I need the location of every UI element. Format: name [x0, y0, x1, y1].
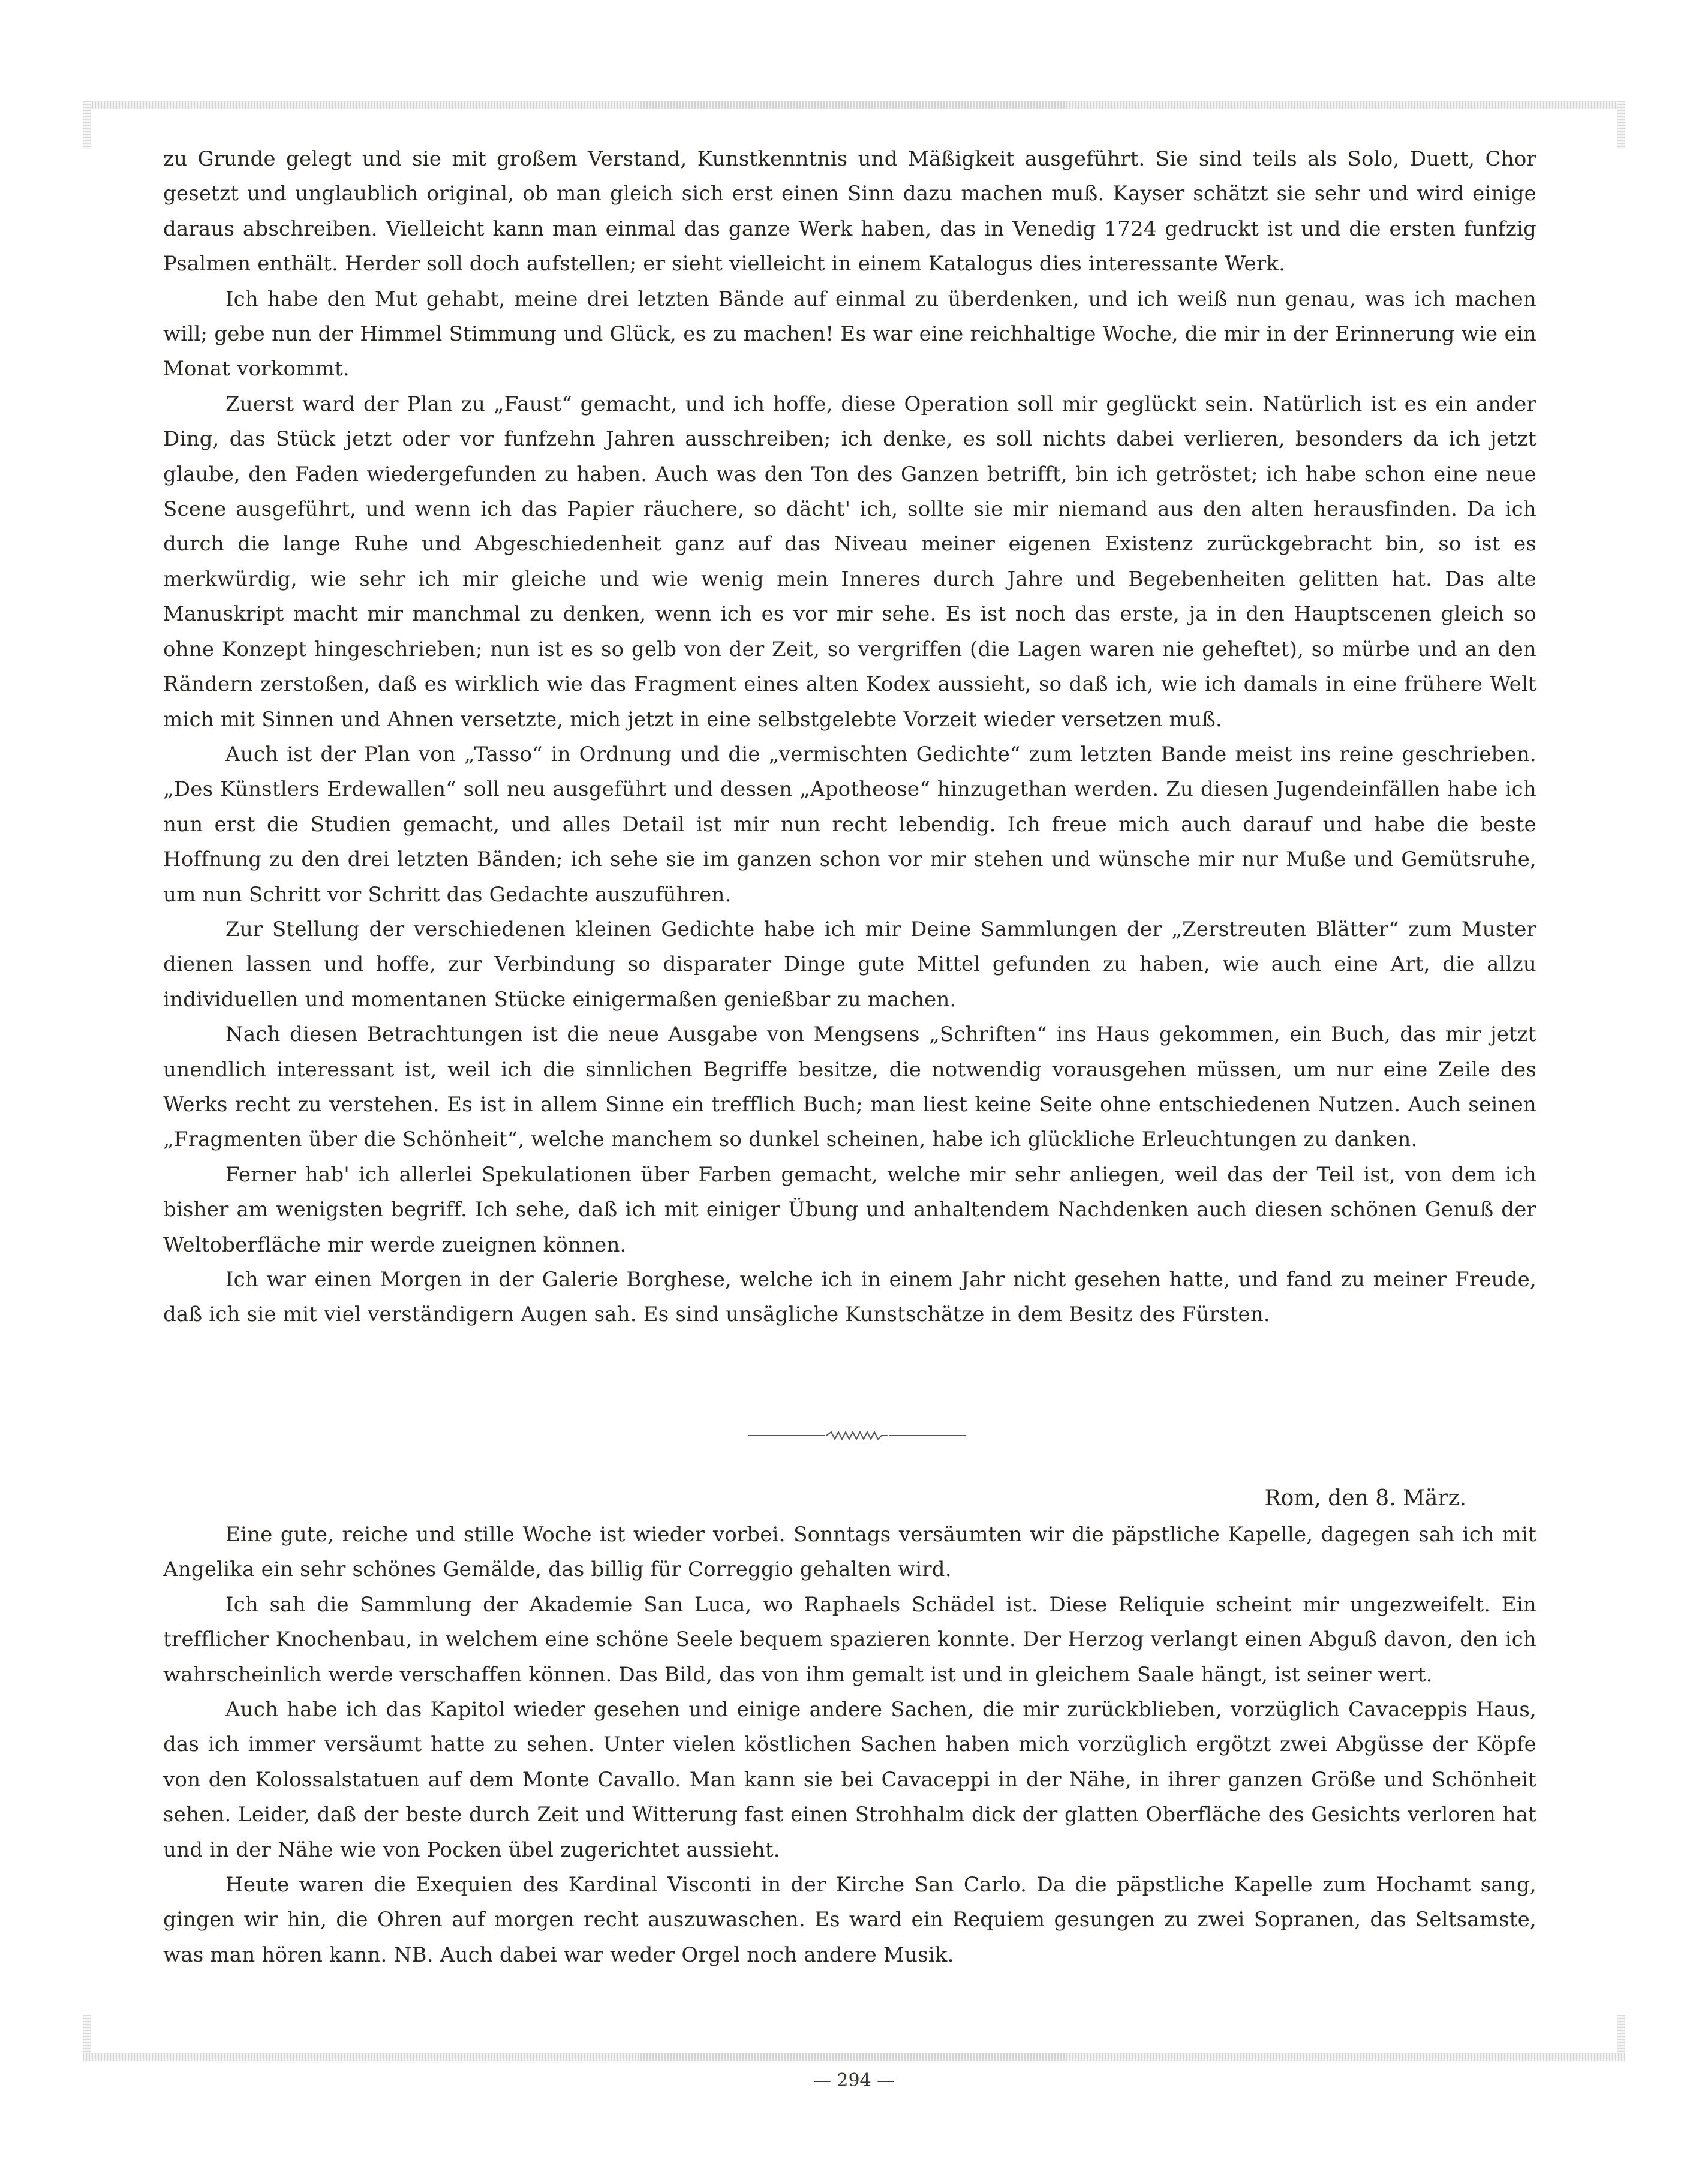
paragraph: Zur Stellung der verschiedenen kleinen Gedichte habe ich mir Deine Sammlungen der „Zerstreuten Blätter“ zum Muster dienen lassen und hoffe, zur Verbindung so disparater Dinge gute Mittel gefunden zu haben, wie auch eine Art, die allzu individuellen und momentanen Stücke einigermaßen genießbar zu machen. [163, 917, 1536, 1012]
paragraph: zu Grunde gelegt und sie mit großem Verstand, Kunstkenntnis und Mäßigkeit ausgeführt. Sie sind teils als Solo, Duett, Chor gesetzt und unglaublich original, ob man gleich sich erst einen Sinn dazu machen muß. Kayser schätzt sie sehr und wird einige daraus abschreiben. Vielleicht kann man einmal das ganze Werk haben, das in Venedig 1724 gedruckt ist und die ersten funfzig Psalmen enthält. Herder soll doch aufstellen; er sieht vielleicht in einem Katalogus dies interessante Werk. [163, 147, 1536, 276]
top-border-rule [83, 101, 1625, 109]
letter-continuation [163, 142, 1536, 1332]
paragraph: Ich sah die Sammlung der Akademie San Luca, wo Raphaels Schädel ist. Diese Reliquie scheint mir ungezweifelt. Ein trefflicher Knochenbau, in welchem eine schöne Seele bequem spazieren konnte. Der Herzog verlangt einen Abguß davon, den ich wahrscheinlich werde verschaffen können. Das Bild, das von ihm gemalt ist und in gleichem Saale hängt, ist seiner wert. [163, 1592, 1536, 1687]
letter-body [163, 1517, 1536, 1972]
paragraph: Ich war einen Morgen in der Galerie Borghese, welche ich in einem Jahr nicht gesehen hatte, und fand zu meiner Freude, daß ich sie mit viel verständigern Augen sah. Es sind unsägliche Kunstschätze in dem Besitz des Fürsten. [163, 1268, 1536, 1327]
paragraph: Eine gute, reiche und stille Woche ist wieder vorbei. Sonntags versäumten wir die päpstliche Kapelle, dagegen sah ich mit Angelika ein sehr schönes Gemälde, das billig für Correggio gehalten wird. [163, 1523, 1536, 1582]
section-divider-ornament [748, 1428, 966, 1443]
paragraph: Ferner hab' ich allerlei Spekulationen über Farben gemacht, welche mir sehr anliegen, weil das der Teil ist, von dem ich bisher am wenigsten begriff. Ich sehe, daß ich mit einiger Übung und anhaltendem Nachdenken auch diesen schönen Genuß der Weltoberfläche mir werde zueignen können. [163, 1162, 1536, 1257]
paragraph: Zuerst ward der Plan zu „Faust“ gemacht, und ich hoffe, diese Operation soll mir geglückt sein. Natürlich ist es ein ander Ding, das Stück jetzt oder vor funfzehn Jahren ausschreiben; ich denke, es soll nichts dabei verlieren, besonders da ich jetzt glaube, den Faden wiedergefunden zu haben. Auch was den Ton des Ganzen betrifft, bin ich getröstet; ich habe schon eine neue Scene ausgeführt, und wenn ich das Papier räuchere, so dächt' ich, sollte sie mir niemand aus den alten herausfinden. Da ich durch die lange Ruhe und Abgeschiedenheit ganz auf das Niveau meiner eigenen Existenz zurückgebracht bin, so ist es merkwürdig, wie sehr ich mir gleiche und wie wenig mein Inneres durch Jahre und Begebenheiten gelitten hat. Das alte Manuskript macht mir manchmal zu denken, wenn ich es vor mir sehe. Es ist noch das erste, ja in den Hauptscenen gleich so ohne Konzept hingeschrieben; nun ist es so gelb von der Zeit, so vergriffen (die Lagen waren nie geheftet), so mürbe und an den Rändern zerstoßen, daß es wirklich wie das Fragment eines alten Kodex aussieht, so daß ich, wie ich damals in eine frühere Welt mich mit Sinnen und Ahnen versetzte, mich jetzt in eine selbstgelebte Vorzeit wieder versetzen muß. [163, 392, 1536, 732]
paragraph: Auch habe ich das Kapitol wieder gesehen und einige andere Sachen, die mir zurückblieben, vorzüglich Cavaceppis Haus, das ich immer versäumt hatte zu sehen. Unter vielen köstlichen Sachen haben mich vorzüglich ergötzt zwei Abgüsse der Köpfe von den Kolossalstatuen auf dem Monte Cavallo. Man kann sie bei Cavaceppi in der Nähe, in ihrer ganzen Größe und Schönheit sehen. Leider, daß der beste durch Zeit und Witterung fast einen Strohhalm dick der glatten Oberfläche des Gesichts verloren hat und in der Nähe wie von Pocken übel zugerichtet aussieht. [163, 1698, 1536, 1862]
paragraph: Auch ist der Plan von „Tasso“ in Ordnung und die „vermischten Gedichte“ zum letzten Bande meist ins reine geschrieben. „Des Künstlers Erdewallen“ soll neu ausgeführt und dessen „Apotheose“ hinzugethan werden. Zu diesen Jugendeinfällen habe ich nun erst die Studien gemacht, und alles Detail ist mir nun recht lebendig. Ich freue mich auch darauf und habe die beste Hoffnung zu den drei letzten Bänden; ich sehe sie im ganzen schon vor mir stehen und wünsche mir nur Muße und Gemütsruhe, um nun Schritt vor Schritt das Gedachte auszuführen. [163, 742, 1536, 907]
paragraph: Ich habe den Mut gehabt, meine drei letzten Bände auf einmal zu überdenken, und ich weiß nun genau, was ich machen will; gebe nun der Himmel Stimmung und Glück, es zu machen! Es war eine reichhaltige Woche, die mir in der Erinnerung wie ein Monat vorkommt. [163, 287, 1536, 381]
bottom-border-rule [83, 2053, 1625, 2061]
page-number: — 294 — [813, 2070, 895, 2091]
dateline: Rom, den 8. März. [1264, 1486, 1466, 1511]
paragraph: Nach diesen Betrachtungen ist die neue Ausgabe von Mengsens „Schriften“ ins Haus gekommen, ein Buch, das mir jetzt unendlich interessant ist, weil ich die sinnlichen Begriffe besitze, die notwendig vorausgehen müssen, um nur eine Zeile des Werks recht zu verstehen. Es ist in allem Sinne ein trefflich Buch; man liest keine Seite ohne entschiedenen Nutzen. Auch seinen „Fragmenten über die Schönheit“, welche manchem so dunkel scheinen, habe ich glückliche Erleuchtungen zu danken. [163, 1022, 1536, 1152]
top-left-border-post [83, 101, 91, 149]
paragraph: Heute waren die Exequien des Kardinal Visconti in der Kirche San Carlo. Da die päpstliche Kapelle zum Hochamt sang, gingen wir hin, die Ohren auf morgen recht auszuwaschen. Es ward ein Requiem gesungen zu zwei Sopranen, das Seltsamste, was man hören kann. NB. Auch dabei war weder Orgel noch andere Musik. [163, 1873, 1536, 1967]
top-right-border-post [1617, 101, 1625, 149]
